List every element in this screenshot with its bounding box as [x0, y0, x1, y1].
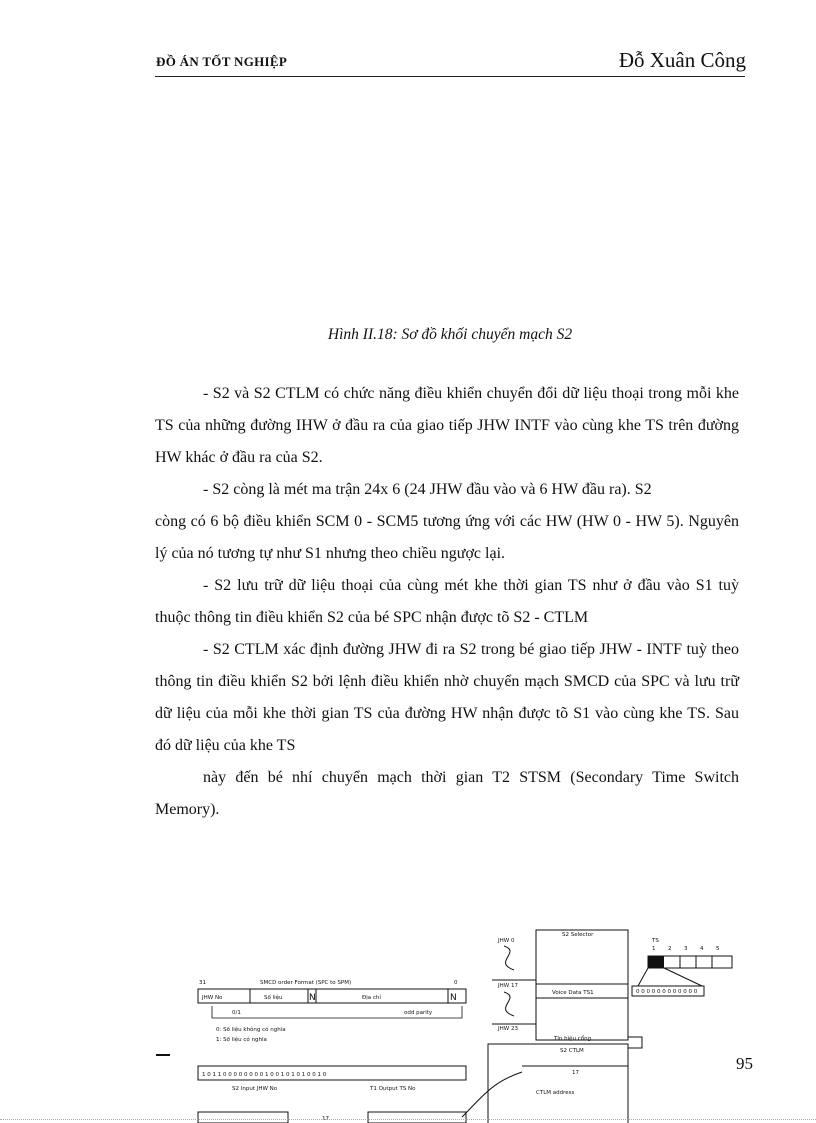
ts-3: 3: [684, 946, 688, 952]
field-jhw: JHW No: [202, 995, 223, 1001]
ctlm-address: CTLM address: [536, 1090, 575, 1096]
body-text: [155, 378, 739, 826]
paragraph-5: - S2 CTLM xác định đường JHW đi ra S2 trong bé giao tiếp JHW - INTF tuỳ theo thông tin điều khiển S2 bởi lệnh điều khiển nhờ chuyển mạch SMCD của SPC và lưu trữ dữ liệu của mỗi khe thời gian TS của đường HW nhận được tõ S1 vào cùng khe TS. Sau đó dữ liệu của khe TS: [155, 641, 739, 754]
s2-input-label: S2 Input JHW No: [232, 1086, 278, 1092]
header-left: ĐỒ ÁN TỐT NGHIỆP: [156, 54, 288, 69]
ts-label: TS: [652, 938, 659, 944]
s2-ctlm-title: S2 CTLM: [560, 1048, 584, 1054]
smcd-register: [198, 989, 466, 1003]
legend-0: 0: Số liệu không có nghĩa: [216, 1027, 286, 1033]
paragraph-1: - S2 và S2 CTLM có chức năng điều khiển chuyển đổi dữ liệu thoại trong mỗi khe TS của những đường IHW ở đầu ra của giao tiếp JHW INTF vào cùng khe TS trên đường HW khác ở đầu ra của S2.: [155, 385, 739, 466]
paragraph-2: - S2 còng là mét ma trận 24x 6 (24 JHW đầu vào và 6 HW đầu ra). S2: [203, 481, 652, 498]
bottom-dash: [156, 1054, 170, 1056]
jhw23-label: JHW 23: [498, 1026, 518, 1032]
val17-left: 17: [322, 1116, 329, 1122]
ts-2: 2: [668, 946, 672, 952]
smcd-title: SMCD order Format (SPC to SPM): [260, 980, 352, 986]
page-number: 95: [736, 1054, 753, 1073]
field-so-lieu: Số liệu: [264, 995, 283, 1001]
ts-1: 1: [652, 946, 656, 952]
bottom-rule: [0, 1119, 816, 1120]
s2-selector-title: S2 Selector: [562, 932, 594, 938]
field-dia-chi: Địa chỉ: [362, 995, 381, 1001]
bit-lo-label: 0: [454, 980, 458, 986]
header-right: Đỗ Xuân Công: [618, 48, 746, 72]
field-n: N: [309, 993, 316, 1003]
ts-5: 5: [716, 946, 720, 952]
jhw17-label: JHW 17: [498, 983, 518, 989]
flag-label: 0/1: [232, 1010, 241, 1016]
bit-seq2: 0 0 0 0 0 0 0 0 0 0 0 0: [636, 989, 698, 995]
bit-seq: 1 0 1 1 0 0 0 0 0 0 0 0 1 0 0 1 0 1 0 1 0 0 1 0: [202, 1072, 327, 1078]
odd-parity: odd parity: [404, 1010, 433, 1016]
figure-caption: Hình II.18: Sơ đồ khối chuyển mạch S2: [327, 326, 573, 343]
paragraph-4: - S2 lưu trữ dữ liệu thoại của cùng mét khe thời gian TS như ở đầu vào S1 tuỳ thuộc thông tin điều khiển S2 của bé SPC nhận được tõ S2 - CTLM: [155, 577, 739, 626]
legend-1: 1: Số liệu có nghĩa: [216, 1037, 267, 1043]
t1-output-label: T1 Output TS No: [370, 1086, 416, 1092]
s2-ctlm-box: [488, 1044, 628, 1123]
tin-hieu-cong: Tín hiệu cổng: [554, 1036, 592, 1042]
voice-data-label: Voice Data TS1: [552, 990, 594, 996]
paragraph-6: này đến bé nhí chuyển mạch thời gian T2 STSM (Secondary Time Switch Memory).: [155, 769, 739, 818]
ts-4: 4: [700, 946, 704, 952]
bit-hi-label: 31: [199, 980, 206, 986]
jhw0-label: JHW 0: [498, 938, 515, 944]
ts-active-slot: [648, 956, 664, 968]
s2-selector-box: [536, 930, 628, 1040]
s2-switch-diagram: [192, 922, 752, 1123]
field-n2: N: [450, 993, 457, 1003]
paragraph-3: còng có 6 bộ điều khiển SCM 0 - SCM5 tương ứng với các HW (HW 0 - HW 5). Nguyên lý của nó tương tự như S1 nhưng theo chiều ngược lại.: [155, 513, 739, 562]
val17-right: 17: [572, 1070, 579, 1076]
header-rule: [155, 76, 745, 77]
